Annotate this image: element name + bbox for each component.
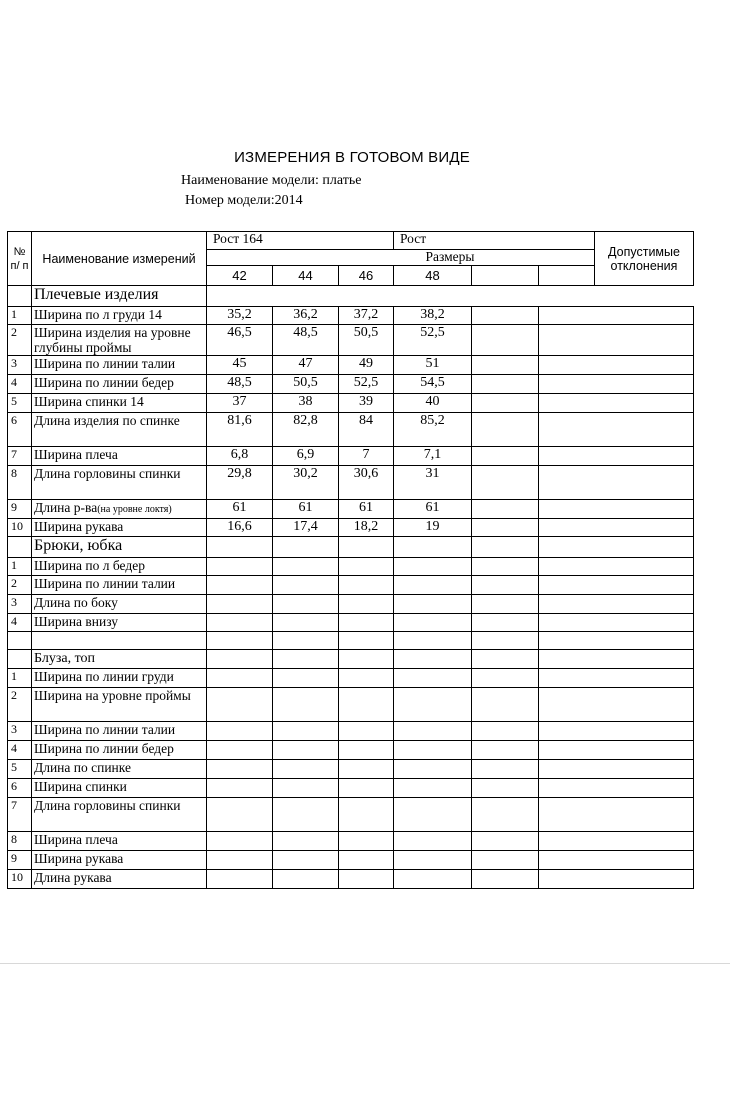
section-no-cell [8, 286, 32, 307]
size-value-cell [394, 760, 472, 779]
section-header-row [8, 537, 694, 558]
size-value-cell [273, 576, 339, 595]
row-number: 1 [8, 669, 32, 688]
size-value-cell: 7 [339, 447, 394, 466]
blank-cell [472, 632, 539, 650]
table-row [8, 466, 694, 500]
measurement-name: Ширина по линии бедер [32, 375, 207, 394]
size-value-cell [539, 669, 694, 688]
size-value-cell: 84 [339, 413, 394, 447]
table-row [8, 413, 694, 447]
header-no: № п/ п [8, 232, 32, 286]
size-header-cell: 44 [273, 266, 339, 286]
row-number: 4 [8, 614, 32, 632]
table-row [8, 760, 694, 779]
size-value-cell: 30,6 [339, 466, 394, 500]
size-value-cell: 38,2 [394, 307, 472, 325]
row-number: 8 [8, 466, 32, 500]
size-value-cell [472, 558, 539, 576]
row-number: 6 [8, 413, 32, 447]
header-tolerance: Допустимые отклонения [595, 232, 694, 286]
size-cell [207, 650, 273, 669]
size-value-cell [273, 558, 339, 576]
size-value-cell [539, 576, 694, 595]
size-value-cell [472, 500, 539, 519]
size-value-cell [472, 870, 539, 889]
size-value-cell [539, 832, 694, 851]
size-cell [207, 537, 273, 558]
size-value-cell [273, 832, 339, 851]
size-value-cell: 61 [207, 500, 273, 519]
model-number-line: Номер модели:2014 [185, 193, 303, 208]
size-value-cell [273, 595, 339, 614]
measurement-name: Ширина по линии талии [32, 356, 207, 375]
table-row [8, 798, 694, 832]
size-value-cell [539, 779, 694, 798]
table-row [8, 779, 694, 798]
measurement-name: Длина горловины спинки [32, 466, 207, 500]
size-value-cell [539, 760, 694, 779]
size-value-cell [394, 779, 472, 798]
size-value-cell: 17,4 [273, 519, 339, 537]
size-value-cell [273, 688, 339, 722]
size-value-cell [394, 558, 472, 576]
size-value-cell: 48,5 [207, 375, 273, 394]
section-title: Брюки, юбка [32, 537, 207, 558]
blank-cell [8, 632, 32, 650]
size-value-cell [539, 558, 694, 576]
row-number: 7 [8, 447, 32, 466]
table-row [8, 870, 694, 889]
size-value-cell [273, 870, 339, 889]
table-row [8, 394, 694, 413]
size-value-cell [394, 798, 472, 832]
row-number: 1 [8, 307, 32, 325]
blank-cell [32, 632, 207, 650]
size-value-cell [472, 832, 539, 851]
size-value-cell [394, 669, 472, 688]
size-value-cell [273, 779, 339, 798]
size-value-cell [273, 614, 339, 632]
size-value-cell [472, 779, 539, 798]
size-value-cell: 46,5 [207, 325, 273, 356]
section-no-cell [8, 650, 32, 669]
table-row [8, 558, 694, 576]
section-title: Плечевые изделия [32, 286, 207, 307]
size-value-cell: 39 [339, 394, 394, 413]
size-value-cell [472, 851, 539, 870]
measurement-name: Длина рукава [32, 870, 207, 889]
size-value-cell: 37,2 [339, 307, 394, 325]
size-value-cell [394, 614, 472, 632]
row-number: 5 [8, 394, 32, 413]
size-value-cell: 47 [273, 356, 339, 375]
size-value-cell [539, 500, 694, 519]
row-number: 2 [8, 325, 32, 356]
table-row [8, 576, 694, 595]
table-row [8, 851, 694, 870]
section-title: Блуза, топ [32, 650, 207, 669]
size-value-cell: 61 [273, 500, 339, 519]
blank-cell [207, 632, 273, 650]
row-number: 9 [8, 500, 32, 519]
measurement-name: Длина изделия по спинке [32, 413, 207, 447]
size-cell [472, 650, 539, 669]
table-row [8, 325, 694, 356]
size-value-cell [339, 832, 394, 851]
size-value-cell [207, 722, 273, 741]
measurement-name: Ширина рукава [32, 519, 207, 537]
size-value-cell [207, 870, 273, 889]
size-value-cell [339, 851, 394, 870]
measurement-name: Ширина по линии бедер [32, 741, 207, 760]
size-value-cell: 29,8 [207, 466, 273, 500]
page-separator [0, 963, 730, 964]
size-value-cell [207, 779, 273, 798]
model-name-line: Наименование модели: платье [181, 173, 362, 188]
table-row [8, 669, 694, 688]
table-row [8, 356, 694, 375]
size-value-cell [539, 394, 694, 413]
measurement-name: Ширина плеча [32, 832, 207, 851]
table-row [8, 741, 694, 760]
size-value-cell [273, 798, 339, 832]
measurement-name: Ширина по линии груди [32, 669, 207, 688]
table-row [8, 375, 694, 394]
size-value-cell: 45 [207, 356, 273, 375]
size-value-cell [339, 779, 394, 798]
row-number: 2 [8, 688, 32, 722]
size-value-cell [394, 870, 472, 889]
size-value-cell: 37 [207, 394, 273, 413]
size-value-cell [539, 307, 694, 325]
size-value-cell [394, 576, 472, 595]
measurement-name-main: Длина р-ва [34, 500, 98, 515]
size-value-cell: 16,6 [207, 519, 273, 537]
size-value-cell [539, 356, 694, 375]
size-value-cell [472, 307, 539, 325]
size-value-cell [207, 595, 273, 614]
table-row [8, 832, 694, 851]
size-value-cell [339, 614, 394, 632]
size-value-cell [539, 519, 694, 537]
size-value-cell: 51 [394, 356, 472, 375]
table-row [8, 614, 694, 632]
size-header-cell: 46 [339, 266, 394, 286]
size-value-cell: 40 [394, 394, 472, 413]
size-value-cell [273, 851, 339, 870]
header-sizes: Размеры [207, 250, 694, 266]
row-number: 6 [8, 779, 32, 798]
measurement-name: Ширина изделия на уровне глубины проймы [32, 325, 207, 356]
size-value-cell [472, 760, 539, 779]
size-value-cell: 85,2 [394, 413, 472, 447]
header-name: Наименование измерений [32, 232, 207, 286]
table-row [8, 447, 694, 466]
size-value-cell [472, 798, 539, 832]
size-value-cell [472, 375, 539, 394]
size-value-cell [339, 669, 394, 688]
measurement-name: Длина по боку [32, 595, 207, 614]
blank-row [8, 632, 694, 650]
size-value-cell [207, 576, 273, 595]
size-value-cell: 18,2 [339, 519, 394, 537]
size-cell [339, 537, 394, 558]
size-value-cell [339, 798, 394, 832]
size-value-cell [339, 741, 394, 760]
measurement-name: Ширина плеча [32, 447, 207, 466]
table-row [8, 500, 694, 519]
size-value-cell: 61 [339, 500, 394, 519]
size-value-cell [472, 576, 539, 595]
measurement-name: Ширина по л груди 14 [32, 307, 207, 325]
size-value-cell [339, 870, 394, 889]
row-number: 1 [8, 558, 32, 576]
measurement-name: Ширина рукава [32, 851, 207, 870]
size-value-cell [472, 413, 539, 447]
size-value-cell: 48,5 [273, 325, 339, 356]
document-title: ИЗМЕРЕНИЯ В ГОТОВОМ ВИДЕ [234, 149, 470, 166]
size-value-cell [472, 595, 539, 614]
size-value-cell: 36,2 [273, 307, 339, 325]
size-header-cell: 42 [207, 266, 273, 286]
size-value-cell: 6,9 [273, 447, 339, 466]
table-row [8, 722, 694, 741]
size-value-cell [394, 595, 472, 614]
measurement-name: Ширина по линии талии [32, 576, 207, 595]
measurement-name: Длина горловины спинки [32, 798, 207, 832]
header-height-1: Рост 164 [207, 232, 394, 250]
size-cell [539, 650, 694, 669]
table-row [8, 595, 694, 614]
size-header-cell [472, 266, 539, 286]
measurements-sheet [7, 231, 693, 889]
size-value-cell [472, 394, 539, 413]
size-value-cell: 50,5 [273, 375, 339, 394]
size-value-cell: 52,5 [394, 325, 472, 356]
size-value-cell [339, 576, 394, 595]
size-value-cell [539, 614, 694, 632]
measurement-name: Ширина спинки 14 [32, 394, 207, 413]
size-value-cell [394, 688, 472, 722]
size-value-cell [339, 722, 394, 741]
measurement-name-note: (на уровне локтя) [97, 504, 172, 515]
size-cell [273, 650, 339, 669]
size-value-cell: 30,2 [273, 466, 339, 500]
size-value-cell [207, 741, 273, 760]
blank-cell [394, 632, 472, 650]
row-number: 10 [8, 519, 32, 537]
size-value-cell [472, 447, 539, 466]
size-value-cell [539, 870, 694, 889]
size-value-cell [539, 375, 694, 394]
size-value-cell [207, 832, 273, 851]
section-header-row [8, 286, 694, 307]
size-value-cell [394, 722, 472, 741]
measurement-name: Ширина спинки [32, 779, 207, 798]
measurement-name [32, 500, 207, 519]
size-value-cell [472, 688, 539, 722]
size-value-cell [339, 595, 394, 614]
size-value-cell [472, 614, 539, 632]
size-header-cell: 48 [394, 266, 472, 286]
section-no-cell [8, 537, 32, 558]
size-value-cell [539, 722, 694, 741]
size-value-cell [539, 595, 694, 614]
size-value-cell [207, 851, 273, 870]
measurement-name: Ширина на уровне проймы [32, 688, 207, 722]
section-header-row [8, 650, 694, 669]
size-value-cell [207, 558, 273, 576]
size-value-cell: 19 [394, 519, 472, 537]
size-cell [339, 650, 394, 669]
row-number: 3 [8, 722, 32, 741]
size-value-cell [273, 741, 339, 760]
blank-cell [273, 632, 339, 650]
size-value-cell: 50,5 [339, 325, 394, 356]
size-value-cell [539, 325, 694, 356]
size-cell [472, 537, 539, 558]
row-number: 5 [8, 760, 32, 779]
measurement-name: Ширина по л бедер [32, 558, 207, 576]
size-value-cell [472, 356, 539, 375]
size-value-cell [472, 669, 539, 688]
size-cell [539, 537, 694, 558]
blank-cell [339, 632, 394, 650]
size-value-cell: 52,5 [339, 375, 394, 394]
size-value-cell [273, 760, 339, 779]
row-number: 9 [8, 851, 32, 870]
size-value-cell [207, 760, 273, 779]
size-value-cell [273, 669, 339, 688]
size-value-cell [339, 558, 394, 576]
row-number: 8 [8, 832, 32, 851]
size-value-cell: 6,8 [207, 447, 273, 466]
size-value-cell [472, 519, 539, 537]
size-value-cell [394, 832, 472, 851]
size-value-cell [207, 798, 273, 832]
size-value-cell [539, 466, 694, 500]
size-value-cell [207, 688, 273, 722]
row-number: 10 [8, 870, 32, 889]
row-number: 3 [8, 595, 32, 614]
size-value-cell [472, 722, 539, 741]
size-cell [394, 537, 472, 558]
row-number: 4 [8, 375, 32, 394]
measurement-name: Ширина по линии талии [32, 722, 207, 741]
size-value-cell [539, 798, 694, 832]
size-value-cell [339, 760, 394, 779]
size-value-cell [472, 325, 539, 356]
size-value-cell [539, 413, 694, 447]
size-value-cell: 7,1 [394, 447, 472, 466]
row-number: 4 [8, 741, 32, 760]
table-row [8, 307, 694, 325]
size-value-cell: 81,6 [207, 413, 273, 447]
size-value-cell [539, 741, 694, 760]
size-value-cell: 61 [394, 500, 472, 519]
size-value-cell: 31 [394, 466, 472, 500]
size-value-cell: 54,5 [394, 375, 472, 394]
table-row [8, 688, 694, 722]
size-value-cell [539, 447, 694, 466]
size-value-cell [207, 669, 273, 688]
size-value-cell [207, 614, 273, 632]
size-value-cell: 35,2 [207, 307, 273, 325]
measurements-table [7, 231, 694, 889]
size-value-cell: 82,8 [273, 413, 339, 447]
size-value-cell [394, 741, 472, 760]
size-value-cell: 38 [273, 394, 339, 413]
size-value-cell [472, 741, 539, 760]
size-value-cell [273, 722, 339, 741]
size-value-cell [394, 851, 472, 870]
row-number: 3 [8, 356, 32, 375]
table-row [8, 519, 694, 537]
size-value-cell: 49 [339, 356, 394, 375]
size-value-cell [539, 688, 694, 722]
size-cell [273, 537, 339, 558]
header-height-2: Рост [394, 232, 595, 250]
row-number: 2 [8, 576, 32, 595]
blank-cell [539, 632, 694, 650]
measurement-name: Ширина внизу [32, 614, 207, 632]
size-cell [394, 650, 472, 669]
section-blank-cell [207, 286, 694, 307]
size-value-cell [539, 851, 694, 870]
size-value-cell [339, 688, 394, 722]
row-number: 7 [8, 798, 32, 832]
measurement-name: Длина по спинке [32, 760, 207, 779]
size-value-cell [472, 466, 539, 500]
